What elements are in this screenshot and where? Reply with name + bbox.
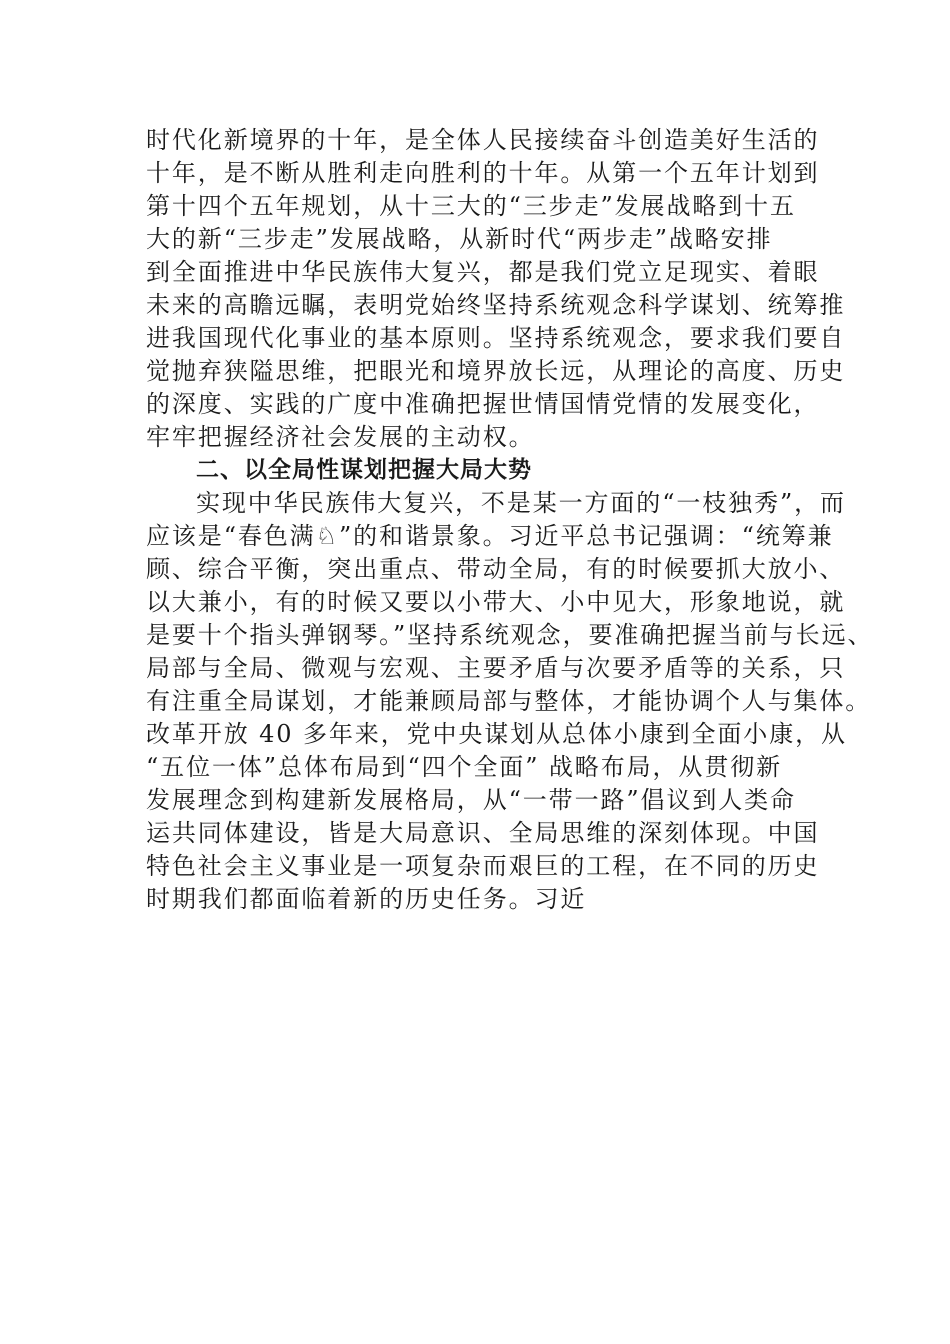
paragraph-line: 运共同体建设，皆是大局意识、全局思维的深刻体现。中国 — [146, 819, 820, 847]
paragraph-line: 牢牢把握经济社会发展的主动权。 — [146, 423, 535, 451]
paragraph-line: 觉抛弃狭隘思维，把眼光和境界放长远，从理论的高度、历史 — [146, 357, 846, 385]
paragraph-line: 大的新“三步走”发展战略，从新时代“两步走”战略安排 — [146, 225, 773, 253]
paragraph-line: 改革开放 40 多年来，党中央谋划从总体小康到全面小康，从 — [146, 720, 847, 748]
paragraph-line: 第十四个五年规划，从十三大的“三步走”发展战略到十五 — [146, 192, 796, 220]
paragraph-line: 时代化新境界的十年，是全体人民接续奋斗创造美好生活的 — [146, 126, 820, 154]
paragraph-line: 进我国现代化事业的基本原则。坚持系统观念，要求我们要自 — [146, 324, 846, 352]
section-heading: 二、以全局性谋划把握大局大势 — [196, 457, 532, 483]
paragraph-line: 的深度、实践的广度中准确把握世情国情党情的发展变化， — [146, 390, 820, 418]
paragraph-line: 未来的高瞻远瞩，表明党始终坚持系统观念科学谋划、统筹推 — [146, 291, 846, 319]
paragraph-line: 顾、综合平衡，突出重点、带动全局，有的时候要抓大放小、 — [146, 555, 846, 583]
paragraph-line: 局部与全局、微观与宏观、主要矛盾与次要矛盾等的关系，只 — [146, 654, 846, 682]
paragraph-line: 特色社会主义事业是一项复杂而艰巨的工程，在不同的历史 — [146, 852, 820, 880]
paragraph-line: 应该是“春色满♘”的和谐景象。习近平总书记强调：“统筹兼 — [146, 522, 834, 550]
paragraph-line: 到全面推进中华民族伟大复兴，都是我们党立足现实、着眼 — [146, 258, 820, 286]
paragraph-line: 时期我们都面临着新的历史任务。习近 — [146, 885, 587, 913]
paragraph-line: 发展理念到构建新发展格局，从“一带一路”倡议到人类命 — [146, 786, 796, 814]
paragraph-line: 是要十个指头弹钢琴。”坚持系统观念，要准确把握当前与长远、 — [146, 621, 874, 649]
document-body — [146, 124, 874, 916]
paragraph-line: 以大兼小，有的时候又要以小带大、小中见大，形象地说，就 — [146, 588, 846, 616]
paragraph-line: 十年，是不断从胜利走向胜利的十年。从第一个五年计划到 — [146, 159, 820, 187]
paragraph-line: 实现中华民族伟大复兴，不是某一方面的“一枝独秀”，而 — [196, 489, 846, 517]
paragraph-line: “五位一体”总体布局到“四个全面” 战略布局，从贯彻新 — [146, 753, 783, 781]
paragraph-line: 有注重全局谋划，才能兼顾局部与整体，才能协调个人与集体。 — [146, 687, 872, 715]
